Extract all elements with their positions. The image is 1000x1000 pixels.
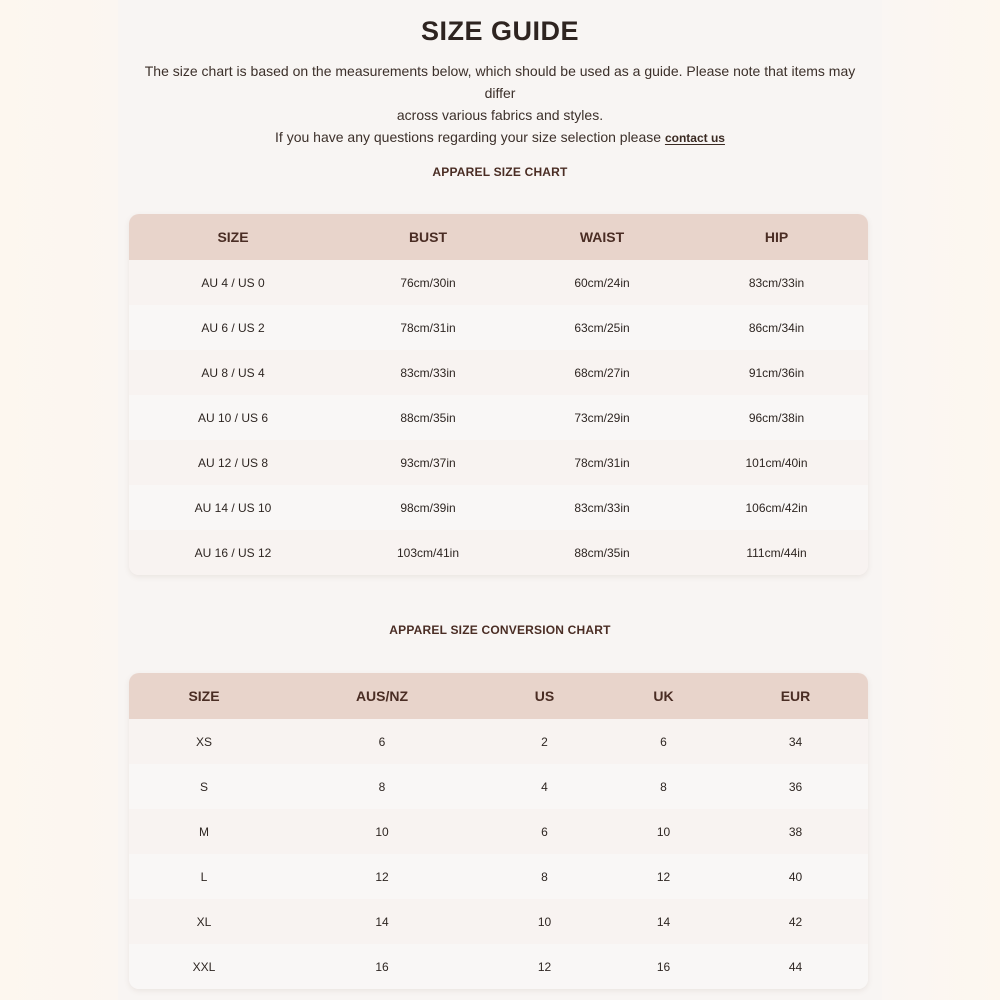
cell-us: 10 [537, 914, 552, 929]
cell-eur: 42 [788, 914, 803, 929]
apparel-conversion-chart-table [129, 673, 868, 989]
column-header-eur: EUR [780, 688, 811, 704]
cell-size: S [199, 779, 208, 794]
cell-bust: 93cm/37in [400, 455, 456, 470]
cell-aus-nz: 8 [378, 779, 386, 794]
intro-line-2: across various fabrics and styles. [396, 107, 604, 123]
table-row [129, 719, 868, 764]
cell-us: 8 [541, 869, 548, 884]
column-header-uk: UK [653, 688, 674, 704]
column-header-size: SIZE [188, 688, 220, 704]
cell-waist: 60cm/24in [574, 275, 630, 290]
cell-aus-nz: 12 [375, 869, 389, 884]
cell-us: 12 [537, 959, 552, 974]
cell-size: M [199, 824, 209, 839]
cell-waist: 68cm/27in [574, 365, 630, 380]
table-row [129, 440, 868, 485]
cell-waist: 73cm/29in [574, 410, 630, 425]
table-body [129, 719, 868, 989]
cell-size: XXL [192, 959, 216, 974]
column-header-hip: HIP [764, 229, 789, 245]
cell-hip: 106cm/42in [745, 500, 808, 515]
column-header-us: US [534, 688, 555, 704]
cell-aus-nz: 10 [375, 824, 389, 839]
cell-waist: 63cm/25in [574, 320, 630, 335]
cell-bust: 103cm/41in [396, 545, 460, 560]
cell-bust: 83cm/33in [400, 365, 456, 380]
intro-line-3 [130, 126, 870, 149]
cell-bust: 88cm/35in [400, 410, 456, 425]
cell-aus-nz: 16 [375, 959, 389, 974]
intro-text [130, 60, 870, 149]
cell-size: AU 12 / US 8 [197, 455, 269, 470]
cell-bust: 98cm/39in [400, 500, 456, 515]
cell-uk: 10 [656, 824, 671, 839]
cell-uk: 12 [656, 869, 671, 884]
apparel-size-chart-title: APPAREL SIZE CHART [432, 165, 568, 179]
table-body [129, 260, 868, 575]
cell-size: L [200, 869, 208, 884]
cell-size: XL [196, 914, 212, 929]
table-header-row [129, 214, 868, 260]
contact-us-link[interactable]: contact us [664, 131, 725, 145]
cell-hip: 101cm/40in [745, 455, 808, 470]
cell-uk: 8 [660, 779, 667, 794]
cell-hip: 83cm/33in [748, 275, 805, 290]
cell-us: 2 [541, 734, 548, 749]
cell-size: AU 10 / US 6 [197, 410, 269, 425]
intro-line-1: The size chart is based on the measurements below, which should be used as a guide. Please note that items may differ [144, 63, 856, 101]
cell-waist: 78cm/31in [574, 455, 630, 470]
cell-eur: 34 [788, 734, 803, 749]
column-header-waist: WAIST [579, 229, 625, 245]
cell-size: AU 6 / US 2 [201, 320, 265, 335]
cell-size: AU 8 / US 4 [201, 365, 265, 380]
cell-eur: 44 [788, 959, 803, 974]
cell-waist: 83cm/33in [574, 500, 630, 515]
cell-bust: 76cm/30in [400, 275, 456, 290]
table-row [129, 395, 868, 440]
cell-eur: 36 [788, 779, 803, 794]
table-row [129, 260, 868, 305]
apparel-size-chart-table [129, 214, 868, 575]
table-row [129, 944, 868, 989]
cell-uk: 16 [656, 959, 671, 974]
table-row [129, 530, 868, 575]
cell-aus-nz: 6 [378, 734, 386, 749]
cell-us: 6 [541, 824, 548, 839]
cell-hip: 91cm/36in [748, 365, 805, 380]
cell-size: AU 4 / US 0 [201, 275, 265, 290]
cell-hip: 96cm/38in [748, 410, 805, 425]
column-header-aus-nz: AUS/NZ [355, 688, 409, 704]
cell-hip: 86cm/34in [748, 320, 805, 335]
apparel-conversion-chart-title: APPAREL SIZE CONVERSION CHART [389, 623, 611, 637]
cell-waist: 88cm/35in [574, 545, 630, 560]
cell-eur: 40 [788, 869, 803, 884]
page-title: SIZE GUIDE [420, 16, 580, 46]
cell-aus-nz: 14 [375, 914, 389, 929]
cell-uk: 14 [656, 914, 671, 929]
table-row [129, 305, 868, 350]
column-header-bust: BUST [408, 229, 448, 245]
table-header-row [129, 673, 868, 719]
table-row [129, 899, 868, 944]
table-row [129, 764, 868, 809]
table-row [129, 809, 868, 854]
cell-eur: 38 [788, 824, 803, 839]
column-header-size: SIZE [217, 229, 249, 245]
cell-hip: 111cm/44in [746, 545, 807, 560]
intro-line-3-text: If you have any questions regarding your size selection please [275, 129, 662, 145]
table-row [129, 485, 868, 530]
cell-size: AU 14 / US 10 [194, 500, 272, 515]
table-row [129, 350, 868, 395]
table-row [129, 854, 868, 899]
cell-us: 4 [541, 779, 548, 794]
cell-size: XS [195, 734, 212, 749]
cell-uk: 6 [660, 734, 667, 749]
cell-size: AU 16 / US 12 [194, 545, 272, 560]
cell-bust: 78cm/31in [400, 320, 456, 335]
